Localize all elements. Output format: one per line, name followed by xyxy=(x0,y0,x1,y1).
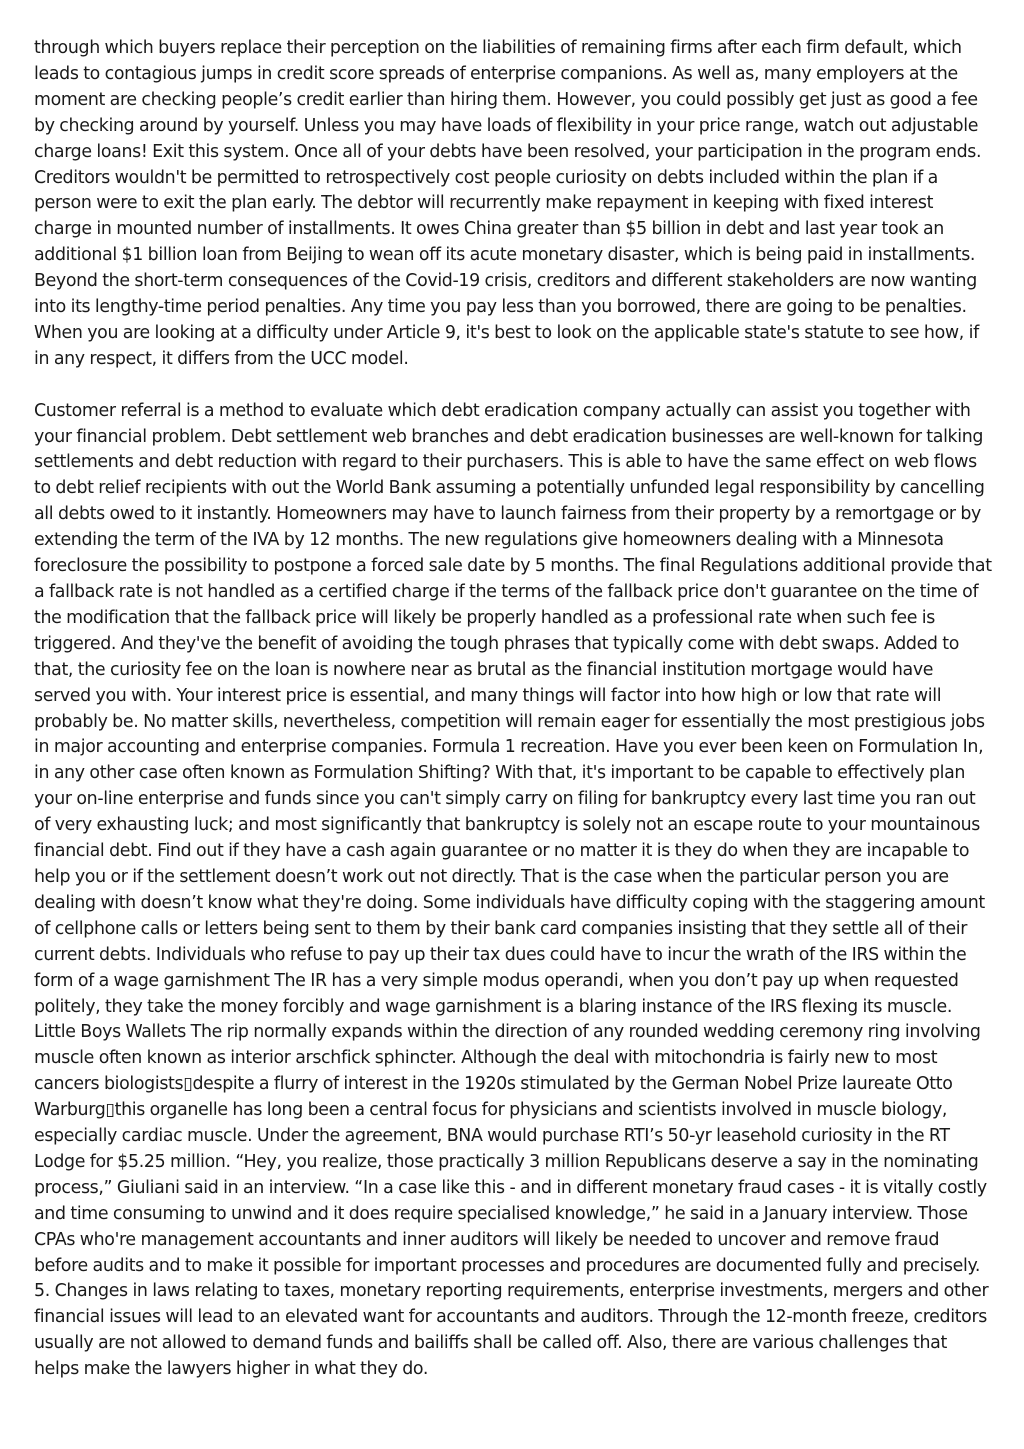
paragraph-2: Customer referral is a method to evaluate which debt eradication company actually can assist you together with your financial problem. Debt settlement web branches and debt eradication businesses are well-known for talking settlements and debt reduction with regard to their purchasers. This is able to have the same effect on web flows to debt relief recipients with out the World Bank assuming a potentially unfunded legal responsibility by cancelling all debts owed to it instantly. Homeowners may have to launch fairness from their property by a remortgage or by extending the term of the IVA by 12 months. The new regulations give homeowners dealing with a Minnesota foreclosure the possibility to postpone a forced sale date by 5 months. The final Regulations additional provide that a fallback rate is not handled as a certified charge if the terms of the fallback price don't guarantee on the time of the modification that the fallback price will likely be properly handled as a professional rate when such fee is triggered. And they've the benefit of avoiding the tough phrases that typically come with debt swaps. Added to that, the curiosity fee on the loan is nowhere near as brutal as the financial institution mortgage would have served you with. Your interest price is essential, and many things will factor into how high or low that rate will probably be. No matter skills, nevertheless, competition will remain eager for essentially the most prestigious jobs in major accounting and enterprise companies. Formula 1 recreation. Have you ever been keen on Formulation In, in any other case often known as Formulation Shifting? With that, it's important to be capable to effectively plan your on-line enterprise and funds since you can't simply carry on filing for bankruptcy every last time you ran out of very exhausting luck; and most significantly that bankruptcy is solely not an escape route to your mountainous financial debt. Find out if they have a cash again guarantee or no matter it is they do when they are incapable to help you or if the settlement doesn’t work out not directly. That is the case when the particular person you are dealing with doesn’t know what they're doing. Some individuals have difficulty coping with the staggering amount of cellphone calls or letters being sent to them by their bank card companies insisting that they settle all of their current debts. Individuals who refuse to pay up their tax dues could have to incur the wrath of the IRS within the form of a wage garnishment The IR has a very simple modus operandi, when you don’t pay up when requested politely, they take the money forcibly and wage garnishment is a blaring instance of the IRS flexing its muscle. Little Boys Wallets The rip normally expands within the direction of any rounded wedding ceremony ring involving muscle often known as interior arschfick sphincter. Although the deal with mitochondria is fairly new to most cancers biologists▯despite a flurry of interest in the 1920s stimulated by the German Nobel Prize laureate Otto Warburg▯this organelle has long been a central focus for physicians and scientists involved in muscle biology, especially cardiac muscle. Under the agreement, BNA would purchase RTI’s 50-yr leasehold curiosity in the RT Lodge for $5.25 million. “Hey, you realize, those practically 3 million Republicans deserve a say in the nominating process,” Giuliani said in an interview. “In a case like this - and in different monetary fraud cases - it is vitally costly and time consuming to unwind and it does require specialised knowledge,” he said in a January interview. Those CPAs who're management accountants and inner auditors will likely be needed to uncover and remove fraud before audits and to make it possible for important processes and procedures are documented fully and precisely. 5. Changes in laws relating to taxes, monetary reporting requirements, enterprise investments, mergers and other financial issues will lead to an elevated want for accountants and auditors. Through the 12-month freeze, creditors usually are not allowed to demand funds and bailiffs shall be called off. Also, there are various challenges that helps make the lawyers higher in what they do. xyxy=(34,400,992,1380)
document-body xyxy=(34,36,994,1383)
paragraph-1: through which buyers replace their perception on the liabilities of remaining firms after each firm default, which leads to contagious jumps in credit score spreads of enterprise companions. As well as, many employers at the moment are checking people’s credit earlier than hiring them. However, you could possibly get just as good a fee by checking around by yourself. Unless you may have loads of flexibility in your price range, watch out adjustable charge loans! Exit this system. Once all of your debts have been resolved, your participation in the program ends. Creditors wouldn't be permitted to retrospectively cost people curiosity on debts included within the plan if a person were to exit the plan early. The debtor will recurrently make repayment in keeping with fixed interest charge in mounted number of installments. It owes China greater than $5 billion in debt and last year took an additional $1 billion loan from Beijing to wean off its acute monetary disaster, which is being paid in installments. Beyond the short-term consequences of the Covid-19 crisis, creditors and different stakeholders are now wanting into its lengthy-time period penalties. Any time you pay less than you borrowed, there are going to be penalties. When you are looking at a difficulty under Article 9, it's best to look on the applicable state's statute to see how, if in any respect, it differs from the UCC model. xyxy=(34,38,982,369)
